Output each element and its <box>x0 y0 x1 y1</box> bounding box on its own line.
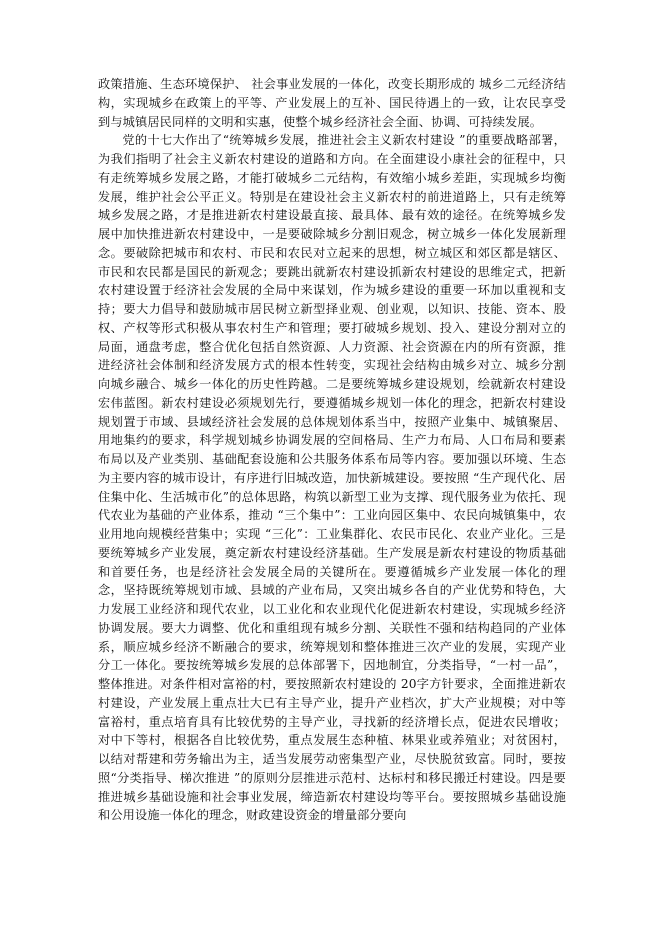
paragraph-main-body: 党的十七大作出了“统筹城乡发展，推进社会主义新农村建设 ”的重要战略部署，为我们指明了社会主义新农村建设的道路和方向。在全面建设小康社会的征程中，只有走统筹城乡发展之路，才能打破城乡二元结构，有效缩小城乡差距，实现城乡均衡发展，维护社会公平正义。特别是在建设社会主义新农村的前进道路上，只有走统筹城乡发展之路，才是推进新农村建设最直接、最具体、最有效的途径。在统筹城乡发展中加快推进新农村建设中，一是要破除城乡分割旧观念，树立城乡一体化发展新理念。要破除把城市和农村、市民和农民对立起来的思想，树立城区和郊区都是辖区、市民和农民都是国民的新观念；要跳出就新农村建设抓新农村建设的思维定式，把新农村建设置于经济社会发展的全局中来谋划，作为城乡建设的重要一环加以重视和支持；要大力倡导和鼓励城市居民树立新型择业观、创业观，以知识、技能、资本、股权、产权等形式积极从事农村生产和管理；要打破城乡规划、投入、建设分割对立的局面，通盘考虑，整合优化包括自然资源、人力资源、社会资源在内的所有资源，推进经济社会体制和经济发展方式的根本性转变，实现社会结构由城乡对立、城乡分割向城乡融合、城乡一体化的历史性跨越。二是要统筹城乡建设规划，绘就新农村建设宏伟蓝图。新农村建设必须规划先行，要遵循城乡规划一体化的理念，把新农村建设规划置于市域、县域经济社会发展的总体规划体系当中，按照产业集中、城镇聚居、用地集约的要求，科学规划城乡协调发展的空间格局、生产力布局、人口布局和要素布局以及产业类别、基础配套设施和公共服务体系布局等内容。要加强以环境、生态为主要内容的城市设计，有序进行旧城改造，加快新城建设。要按照 “生产现代化、居住集中化、生活城市化”的总体思路，构筑以新型工业为支撑、现代服务业为依托、现代农业为基础的产业体系，推动 “三个集中”：工业向园区集中、农民向城镇集中，农业用地向规模经营集中；实现 “三化”：工业集群化、农民市民化、农业产业化。三是要统筹城乡产业发展，奠定新农村建设经济基础。生产发展是新农村建设的物质基础和首要任务，也是经济社会发展全局的关键所在。要遵循城乡产业发展一体化的理念，坚持既统筹规划市域、县域的产业布局，又突出城乡各自的产业优势和特色，大力发展工业经济和现代农业，以工业化和农业现代化促进新农村建设，实现城乡经济协调发展。要大力调整、优化和重组现有城乡分割、关联性不强和结构趋同的产业体系，顺应城乡经济不断融合的要求，统筹规划和整体推进三次产业的发展，实现产业分工一体化。要按统筹城乡发展的总体部署下，因地制宜，分类指导，“一村一品”，整体推进。对条件相对富裕的村，要按照新农村建设的 20字方针要求，全面推进新农村建设，产业发展上重点壮大已有主导产业，提升产业档次，扩大产业规模；对中等富裕村，重点培育具有比较优势的主导产业，寻找新的经济增长点，促进农民增收；对中下等村，根据各自比较优势，重点发展生态种植、林果业或养殖业；对贫困村，以结对帮建和劳务输出为主，适当发展劳动密集型产业，尽快脱贫致富。同时，要按照“分类指导、梯次推进 ”的原则分层推进示范村、达标村和移民搬迁村建设。四是要推进城乡基础设施和社会事业发展，缔造新农村建设均等平台。要按照城乡基础设施和公用设施一体化的理念，财政建设资金的增量部分要向 <box>98 133 566 823</box>
paragraph-intro-continuation: 政策措施、生态环境保护、 社会事业发展的一体化，改变长期形成的 城乡二元经济结构，实现城乡在政策上的平等、产业发展上的互补、国民待遇上的一致，让农民享受到与城镇居民同样的文明和实惠，使整个城乡经济社会全面、协调、可持续发展。 <box>98 77 566 129</box>
document-page <box>98 75 566 825</box>
